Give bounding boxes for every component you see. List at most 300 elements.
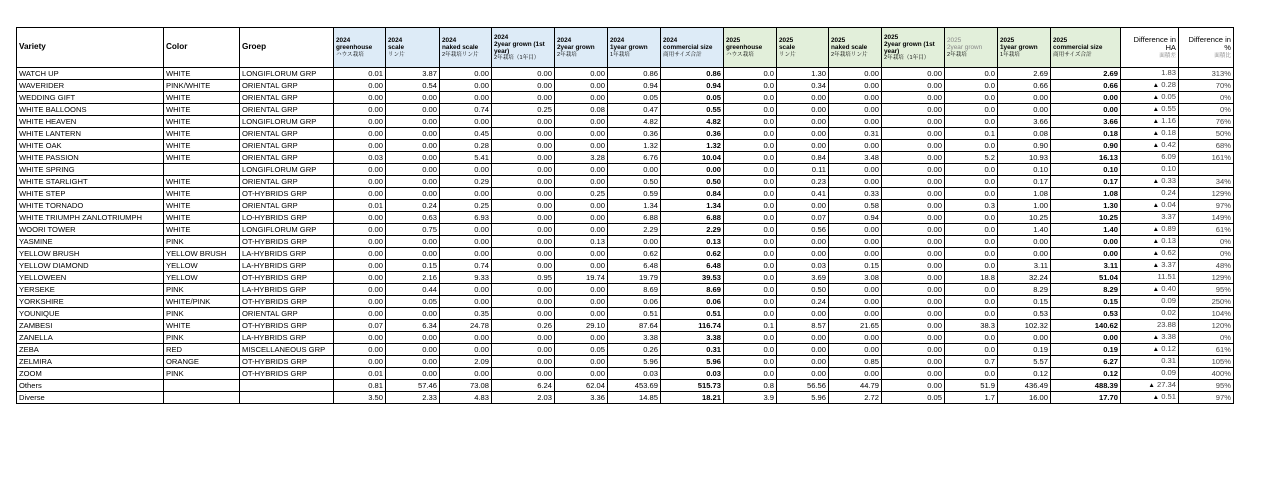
cell-2025-value[interactable]: 0.00 bbox=[882, 284, 945, 296]
table-row[interactable] bbox=[17, 176, 1234, 188]
cell-groep[interactable]: OT-HYBRIDS GRP bbox=[240, 320, 334, 332]
cell-2024-value[interactable]: 116.74 bbox=[661, 320, 724, 332]
cell-2024-value[interactable]: 3.36 bbox=[555, 392, 608, 404]
cell-2024-value[interactable]: 0.00 bbox=[492, 68, 555, 80]
cell-2025-value[interactable]: 0.00 bbox=[777, 104, 829, 116]
cell-2024-value[interactable]: 0.05 bbox=[386, 296, 440, 308]
cell-2025-value[interactable]: 0.8 bbox=[724, 380, 777, 392]
cell-2024-value[interactable]: 0.06 bbox=[608, 296, 661, 308]
cell-2024-value[interactable]: 0.00 bbox=[555, 200, 608, 212]
cell-diff-pct[interactable]: 34% bbox=[1179, 176, 1234, 188]
cell-2025-value[interactable]: 0.00 bbox=[777, 128, 829, 140]
cell-color[interactable]: WHITE bbox=[164, 176, 240, 188]
cell-2025-value[interactable]: 1.08 bbox=[1051, 188, 1121, 200]
table-row[interactable] bbox=[17, 380, 1234, 392]
cell-2025-value[interactable]: 0.00 bbox=[882, 200, 945, 212]
cell-variety[interactable]: WHITE SPRING bbox=[17, 164, 164, 176]
cell-2025-value[interactable]: 0.15 bbox=[829, 260, 882, 272]
cell-2024-value[interactable]: 0.00 bbox=[386, 368, 440, 380]
cell-2024-value[interactable]: 0.01 bbox=[334, 368, 386, 380]
cell-2025-value[interactable]: 0.0 bbox=[945, 176, 998, 188]
cell-diff-ha[interactable] bbox=[1121, 368, 1179, 380]
cell-groep[interactable]: LONGIFLORUM GRP bbox=[240, 164, 334, 176]
cell-2025-value[interactable]: 0.0 bbox=[724, 296, 777, 308]
cell-2025-value[interactable]: 0.0 bbox=[724, 92, 777, 104]
cell-2024-value[interactable]: 0.00 bbox=[386, 332, 440, 344]
cell-2025-value[interactable]: 0.0 bbox=[724, 152, 777, 164]
cell-variety[interactable]: YASMINE bbox=[17, 236, 164, 248]
cell-2025-value[interactable]: 0.0 bbox=[724, 212, 777, 224]
cell-2024-value[interactable]: 0.63 bbox=[386, 212, 440, 224]
cell-2024-value[interactable]: 0.26 bbox=[608, 344, 661, 356]
cell-2024-value[interactable]: 0.13 bbox=[555, 236, 608, 248]
cell-2024-value[interactable]: 0.00 bbox=[555, 308, 608, 320]
cell-color[interactable]: WHITE bbox=[164, 188, 240, 200]
table-row[interactable] bbox=[17, 68, 1234, 80]
cell-2024-value[interactable]: 0.29 bbox=[440, 176, 492, 188]
cell-2024-value[interactable]: 0.00 bbox=[386, 176, 440, 188]
cell-groep[interactable]: ORIENTAL GRP bbox=[240, 80, 334, 92]
cell-2024-value[interactable]: 4.82 bbox=[608, 116, 661, 128]
cell-2024-value[interactable]: 0.00 bbox=[661, 164, 724, 176]
cell-2025-value[interactable]: 0.17 bbox=[1051, 176, 1121, 188]
cell-2024-value[interactable]: 0.54 bbox=[386, 80, 440, 92]
cell-2024-value[interactable]: 0.00 bbox=[334, 212, 386, 224]
cell-2025-value[interactable]: 0.0 bbox=[945, 68, 998, 80]
cell-color[interactable]: PINK/WHITE bbox=[164, 80, 240, 92]
cell-2025-value[interactable]: 0.11 bbox=[777, 164, 829, 176]
cell-2025-value[interactable]: 0.00 bbox=[882, 236, 945, 248]
cell-2024-value[interactable]: 0.05 bbox=[661, 92, 724, 104]
cell-variety[interactable]: WATCH UP bbox=[17, 68, 164, 80]
cell-2025-value[interactable]: 0.00 bbox=[998, 332, 1051, 344]
cell-2024-value[interactable]: 0.00 bbox=[492, 368, 555, 380]
cell-diff-ha[interactable] bbox=[1121, 104, 1179, 116]
cell-2024-value[interactable]: 8.69 bbox=[661, 284, 724, 296]
cell-groep[interactable]: ORIENTAL GRP bbox=[240, 152, 334, 164]
cell-2024-value[interactable]: 0.00 bbox=[386, 188, 440, 200]
cell-2024-value[interactable]: 0.00 bbox=[386, 356, 440, 368]
cell-2025-value[interactable]: 0.00 bbox=[777, 116, 829, 128]
cell-2024-value[interactable]: 0.31 bbox=[661, 344, 724, 356]
cell-groep[interactable]: LO-HYBRIDS GRP bbox=[240, 212, 334, 224]
table-row[interactable] bbox=[17, 140, 1234, 152]
cell-groep[interactable] bbox=[240, 380, 334, 392]
cell-2024-value[interactable]: 0.00 bbox=[334, 296, 386, 308]
cell-2025-value[interactable]: 0.66 bbox=[998, 80, 1051, 92]
cell-groep[interactable]: ORIENTAL GRP bbox=[240, 128, 334, 140]
table-row[interactable] bbox=[17, 80, 1234, 92]
cell-2024-value[interactable]: 0.00 bbox=[492, 92, 555, 104]
cell-2024-value[interactable]: 0.00 bbox=[440, 284, 492, 296]
cell-2025-value[interactable]: 0.00 bbox=[882, 248, 945, 260]
cell-diff-ha[interactable] bbox=[1121, 80, 1179, 92]
cell-2024-value[interactable]: 0.00 bbox=[334, 92, 386, 104]
cell-2025-value[interactable]: 0.58 bbox=[829, 200, 882, 212]
cell-diff-ha[interactable] bbox=[1121, 176, 1179, 188]
cell-2025-value[interactable]: 0.00 bbox=[1051, 332, 1121, 344]
cell-2025-value[interactable]: 0.31 bbox=[829, 128, 882, 140]
cell-2025-value[interactable]: 0.0 bbox=[945, 284, 998, 296]
col-header-y2024-4[interactable] bbox=[555, 28, 608, 68]
cell-2025-value[interactable]: 3.69 bbox=[777, 272, 829, 284]
cell-2025-value[interactable]: 0.00 bbox=[1051, 236, 1121, 248]
table-row[interactable] bbox=[17, 392, 1234, 404]
cell-2025-value[interactable]: 0.00 bbox=[882, 308, 945, 320]
cell-2025-value[interactable]: 32.24 bbox=[998, 272, 1051, 284]
cell-2024-value[interactable]: 0.00 bbox=[440, 296, 492, 308]
cell-2025-value[interactable]: 0.0 bbox=[724, 80, 777, 92]
cell-2024-value[interactable]: 0.00 bbox=[440, 236, 492, 248]
cell-groep[interactable]: ORIENTAL GRP bbox=[240, 140, 334, 152]
table-row[interactable] bbox=[17, 248, 1234, 260]
cell-diff-pct[interactable]: 0% bbox=[1179, 104, 1234, 116]
cell-variety[interactable]: WHITE STEP bbox=[17, 188, 164, 200]
cell-color[interactable]: WHITE bbox=[164, 128, 240, 140]
cell-2024-value[interactable]: 0.36 bbox=[608, 128, 661, 140]
cell-diff-ha[interactable] bbox=[1121, 284, 1179, 296]
cell-2024-value[interactable]: 1.34 bbox=[608, 200, 661, 212]
cell-diff-pct[interactable]: 95% bbox=[1179, 380, 1234, 392]
cell-2024-value[interactable]: 0.00 bbox=[492, 200, 555, 212]
cell-2024-value[interactable]: 0.01 bbox=[334, 200, 386, 212]
cell-2025-value[interactable]: 0.90 bbox=[998, 140, 1051, 152]
cell-2024-value[interactable]: 0.00 bbox=[440, 332, 492, 344]
cell-groep[interactable]: OT-HYBRIDS GRP bbox=[240, 188, 334, 200]
cell-2025-value[interactable]: 0.00 bbox=[829, 80, 882, 92]
cell-2025-value[interactable]: 38.3 bbox=[945, 320, 998, 332]
cell-2025-value[interactable]: 0.17 bbox=[998, 176, 1051, 188]
cell-2024-value[interactable]: 4.82 bbox=[661, 116, 724, 128]
cell-2025-value[interactable]: 0.00 bbox=[777, 344, 829, 356]
cell-2024-value[interactable]: 0.03 bbox=[661, 368, 724, 380]
cell-diff-ha[interactable] bbox=[1121, 164, 1179, 176]
cell-2024-value[interactable]: 0.00 bbox=[440, 92, 492, 104]
cell-2025-value[interactable]: 18.8 bbox=[945, 272, 998, 284]
table-row[interactable] bbox=[17, 200, 1234, 212]
cell-2025-value[interactable]: 56.56 bbox=[777, 380, 829, 392]
cell-2024-value[interactable]: 0.00 bbox=[492, 332, 555, 344]
cell-2024-value[interactable]: 24.78 bbox=[440, 320, 492, 332]
cell-variety[interactable]: WHITE PASSION bbox=[17, 152, 164, 164]
cell-2024-value[interactable]: 0.01 bbox=[334, 68, 386, 80]
cell-2024-value[interactable]: 0.25 bbox=[555, 188, 608, 200]
col-header-color[interactable]: Color bbox=[164, 28, 240, 68]
cell-variety[interactable]: Others bbox=[17, 380, 164, 392]
cell-color[interactable]: WHITE bbox=[164, 92, 240, 104]
cell-2024-value[interactable]: 8.69 bbox=[608, 284, 661, 296]
cell-color[interactable]: ORANGE bbox=[164, 356, 240, 368]
table-row[interactable] bbox=[17, 296, 1234, 308]
cell-2024-value[interactable]: 0.00 bbox=[608, 236, 661, 248]
cell-diff-pct[interactable]: 97% bbox=[1179, 392, 1234, 404]
cell-2024-value[interactable]: 0.00 bbox=[386, 104, 440, 116]
cell-2025-value[interactable]: 0.0 bbox=[945, 344, 998, 356]
cell-2024-value[interactable]: 0.45 bbox=[440, 128, 492, 140]
cell-2025-value[interactable]: 0.0 bbox=[945, 236, 998, 248]
cell-diff-pct[interactable]: 68% bbox=[1179, 140, 1234, 152]
cell-2024-value[interactable]: 0.00 bbox=[608, 164, 661, 176]
cell-2024-value[interactable]: 0.00 bbox=[555, 248, 608, 260]
cell-2024-value[interactable]: 0.00 bbox=[440, 80, 492, 92]
cell-2025-value[interactable]: 102.32 bbox=[998, 320, 1051, 332]
cell-color[interactable]: WHITE bbox=[164, 140, 240, 152]
cell-2025-value[interactable]: 0.05 bbox=[882, 392, 945, 404]
cell-2025-value[interactable]: 0.0 bbox=[945, 140, 998, 152]
cell-2025-value[interactable]: 1.00 bbox=[998, 200, 1051, 212]
cell-variety[interactable]: WHITE STARLIGHT bbox=[17, 176, 164, 188]
cell-2025-value[interactable]: 0.00 bbox=[829, 116, 882, 128]
cell-2024-value[interactable]: 19.79 bbox=[608, 272, 661, 284]
cell-diff-ha[interactable] bbox=[1121, 356, 1179, 368]
table-row[interactable] bbox=[17, 188, 1234, 200]
cell-2024-value[interactable]: 0.00 bbox=[492, 308, 555, 320]
cell-variety[interactable]: Diverse bbox=[17, 392, 164, 404]
cell-2024-value[interactable]: 0.00 bbox=[492, 176, 555, 188]
cell-2025-value[interactable]: 0.0 bbox=[724, 248, 777, 260]
cell-2025-value[interactable]: 0.00 bbox=[829, 164, 882, 176]
col-header-y2025-5[interactable] bbox=[998, 28, 1051, 68]
cell-2025-value[interactable]: 0.0 bbox=[945, 308, 998, 320]
cell-2024-value[interactable]: 2.03 bbox=[492, 392, 555, 404]
cell-2024-value[interactable]: 0.00 bbox=[440, 68, 492, 80]
col-header-y2025-3[interactable] bbox=[882, 28, 945, 68]
cell-groep[interactable]: ORIENTAL GRP bbox=[240, 308, 334, 320]
cell-2024-value[interactable]: 0.00 bbox=[334, 332, 386, 344]
cell-2025-value[interactable]: 0.34 bbox=[777, 80, 829, 92]
table-row[interactable] bbox=[17, 332, 1234, 344]
cell-diff-pct[interactable]: 149% bbox=[1179, 212, 1234, 224]
cell-variety[interactable]: WHITE HEAVEN bbox=[17, 116, 164, 128]
cell-2025-value[interactable]: 0.00 bbox=[829, 308, 882, 320]
table-row[interactable] bbox=[17, 272, 1234, 284]
cell-2025-value[interactable]: 16.13 bbox=[1051, 152, 1121, 164]
cell-2024-value[interactable]: 29.10 bbox=[555, 320, 608, 332]
cell-2025-value[interactable]: 5.96 bbox=[777, 392, 829, 404]
cell-groep[interactable] bbox=[240, 392, 334, 404]
cell-color[interactable] bbox=[164, 392, 240, 404]
cell-2024-value[interactable]: 0.00 bbox=[334, 188, 386, 200]
cell-color[interactable]: YELLOW bbox=[164, 260, 240, 272]
cell-variety[interactable]: ZAMBESI bbox=[17, 320, 164, 332]
cell-2025-value[interactable]: 0.00 bbox=[882, 116, 945, 128]
cell-diff-pct[interactable]: 76% bbox=[1179, 116, 1234, 128]
cell-2025-value[interactable]: 0.0 bbox=[945, 332, 998, 344]
cell-2024-value[interactable]: 0.86 bbox=[661, 68, 724, 80]
cell-diff-pct[interactable]: 161% bbox=[1179, 152, 1234, 164]
cell-2024-value[interactable]: 0.08 bbox=[555, 104, 608, 116]
cell-2024-value[interactable]: 0.25 bbox=[440, 200, 492, 212]
cell-2025-value[interactable]: 0.00 bbox=[829, 344, 882, 356]
cell-2025-value[interactable]: 0.00 bbox=[882, 332, 945, 344]
cell-2024-value[interactable]: 0.50 bbox=[661, 176, 724, 188]
cell-2024-value[interactable]: 5.41 bbox=[440, 152, 492, 164]
cell-diff-pct[interactable]: 0% bbox=[1179, 332, 1234, 344]
cell-color[interactable]: WHITE bbox=[164, 200, 240, 212]
cell-2025-value[interactable]: 0.00 bbox=[882, 320, 945, 332]
cell-2025-value[interactable]: 0.0 bbox=[945, 224, 998, 236]
cell-2024-value[interactable]: 0.00 bbox=[555, 68, 608, 80]
col-header-y2024-3[interactable] bbox=[492, 28, 555, 68]
cell-2024-value[interactable]: 0.00 bbox=[555, 176, 608, 188]
cell-2024-value[interactable]: 0.00 bbox=[386, 116, 440, 128]
cell-2025-value[interactable]: 0.3 bbox=[945, 200, 998, 212]
cell-2024-value[interactable]: 3.87 bbox=[386, 68, 440, 80]
cell-2025-value[interactable]: 0.00 bbox=[882, 380, 945, 392]
cell-2025-value[interactable]: 436.49 bbox=[998, 380, 1051, 392]
cell-2024-value[interactable]: 0.07 bbox=[334, 320, 386, 332]
cell-2025-value[interactable]: 0.0 bbox=[724, 164, 777, 176]
cell-2025-value[interactable]: 1.40 bbox=[1051, 224, 1121, 236]
cell-variety[interactable]: ZANELLA bbox=[17, 332, 164, 344]
cell-2024-value[interactable]: 0.00 bbox=[334, 176, 386, 188]
cell-variety[interactable]: YELLOW DIAMOND bbox=[17, 260, 164, 272]
cell-2024-value[interactable]: 2.33 bbox=[386, 392, 440, 404]
cell-diff-ha[interactable] bbox=[1121, 392, 1179, 404]
cell-2024-value[interactable]: 0.35 bbox=[440, 308, 492, 320]
cell-2025-value[interactable]: 10.93 bbox=[998, 152, 1051, 164]
col-header-y2025-0[interactable] bbox=[724, 28, 777, 68]
cell-2024-value[interactable]: 0.00 bbox=[440, 248, 492, 260]
cell-2025-value[interactable]: 0.19 bbox=[1051, 344, 1121, 356]
col-header-y2024-1[interactable] bbox=[386, 28, 440, 68]
cell-2025-value[interactable]: 3.9 bbox=[724, 392, 777, 404]
cell-2025-value[interactable]: 0.12 bbox=[998, 368, 1051, 380]
cell-2024-value[interactable]: 0.00 bbox=[492, 284, 555, 296]
cell-color[interactable]: PINK bbox=[164, 368, 240, 380]
cell-2024-value[interactable]: 0.00 bbox=[492, 188, 555, 200]
cell-diff-ha[interactable] bbox=[1121, 200, 1179, 212]
cell-2024-value[interactable]: 0.00 bbox=[334, 356, 386, 368]
cell-2024-value[interactable]: 1.32 bbox=[608, 140, 661, 152]
cell-2025-value[interactable]: 8.29 bbox=[998, 284, 1051, 296]
cell-2024-value[interactable]: 0.25 bbox=[492, 104, 555, 116]
cell-2024-value[interactable]: 0.36 bbox=[661, 128, 724, 140]
cell-2024-value[interactable]: 5.96 bbox=[608, 356, 661, 368]
table-row[interactable] bbox=[17, 284, 1234, 296]
cell-2025-value[interactable]: 0.07 bbox=[777, 212, 829, 224]
col-header-y2025-2[interactable] bbox=[829, 28, 882, 68]
cell-2025-value[interactable]: 1.40 bbox=[998, 224, 1051, 236]
cell-groep[interactable]: OT-HYBRIDS GRP bbox=[240, 356, 334, 368]
cell-color[interactable]: WHITE bbox=[164, 104, 240, 116]
cell-variety[interactable]: WAVERIDER bbox=[17, 80, 164, 92]
cell-2025-value[interactable]: 0.0 bbox=[724, 344, 777, 356]
cell-2025-value[interactable]: 0.50 bbox=[777, 284, 829, 296]
cell-2025-value[interactable]: 0.56 bbox=[777, 224, 829, 236]
cell-2025-value[interactable]: 10.25 bbox=[998, 212, 1051, 224]
col-header-y2024-2[interactable] bbox=[440, 28, 492, 68]
cell-2025-value[interactable]: 0.0 bbox=[945, 212, 998, 224]
cell-2025-value[interactable]: 0.0 bbox=[724, 116, 777, 128]
cell-2025-value[interactable]: 0.0 bbox=[724, 260, 777, 272]
cell-2024-value[interactable]: 0.00 bbox=[492, 236, 555, 248]
cell-2024-value[interactable]: 3.38 bbox=[661, 332, 724, 344]
table-row[interactable] bbox=[17, 92, 1234, 104]
cell-variety[interactable]: WHITE TORNADO bbox=[17, 200, 164, 212]
cell-2024-value[interactable]: 0.00 bbox=[334, 128, 386, 140]
cell-groep[interactable]: OT-HYBRIDS GRP bbox=[240, 272, 334, 284]
cell-2024-value[interactable]: 0.00 bbox=[334, 164, 386, 176]
cell-2024-value[interactable]: 0.00 bbox=[492, 128, 555, 140]
cell-2024-value[interactable]: 5.96 bbox=[661, 356, 724, 368]
cell-2024-value[interactable]: 0.00 bbox=[440, 188, 492, 200]
cell-2025-value[interactable]: 0.00 bbox=[882, 356, 945, 368]
cell-2024-value[interactable]: 0.00 bbox=[555, 116, 608, 128]
cell-2025-value[interactable]: 0.85 bbox=[829, 356, 882, 368]
cell-2024-value[interactable]: 0.00 bbox=[440, 368, 492, 380]
cell-variety[interactable]: YELLOWEEN bbox=[17, 272, 164, 284]
cell-diff-ha[interactable] bbox=[1121, 140, 1179, 152]
cell-2025-value[interactable]: 0.84 bbox=[777, 152, 829, 164]
cell-2025-value[interactable]: 1.7 bbox=[945, 392, 998, 404]
cell-2025-value[interactable]: 0.00 bbox=[829, 140, 882, 152]
table-row[interactable] bbox=[17, 320, 1234, 332]
cell-groep[interactable]: ORIENTAL GRP bbox=[240, 104, 334, 116]
cell-variety[interactable]: ZEBA bbox=[17, 344, 164, 356]
cell-2025-value[interactable]: 0.08 bbox=[998, 128, 1051, 140]
cell-2025-value[interactable]: 0.15 bbox=[1051, 296, 1121, 308]
cell-diff-pct[interactable]: 105% bbox=[1179, 356, 1234, 368]
cell-2025-value[interactable]: 51.9 bbox=[945, 380, 998, 392]
cell-2024-value[interactable]: 0.55 bbox=[661, 104, 724, 116]
cell-color[interactable]: YELLOW bbox=[164, 272, 240, 284]
cell-2025-value[interactable]: 0.94 bbox=[829, 212, 882, 224]
cell-2025-value[interactable]: 2.69 bbox=[1051, 68, 1121, 80]
cell-2025-value[interactable]: 0.00 bbox=[777, 248, 829, 260]
cell-2024-value[interactable]: 6.48 bbox=[661, 260, 724, 272]
cell-2025-value[interactable]: 0.00 bbox=[998, 92, 1051, 104]
cell-2025-value[interactable]: 0.0 bbox=[945, 248, 998, 260]
cell-2025-value[interactable]: 51.04 bbox=[1051, 272, 1121, 284]
cell-2024-value[interactable]: 0.05 bbox=[608, 92, 661, 104]
cell-2024-value[interactable]: 2.29 bbox=[608, 224, 661, 236]
cell-2025-value[interactable]: 10.25 bbox=[1051, 212, 1121, 224]
cell-2024-value[interactable]: 0.94 bbox=[608, 80, 661, 92]
cell-2024-value[interactable]: 6.76 bbox=[608, 152, 661, 164]
col-header-y2025-4[interactable] bbox=[945, 28, 998, 68]
cell-2024-value[interactable]: 0.00 bbox=[386, 236, 440, 248]
cell-2025-value[interactable]: 0.0 bbox=[945, 80, 998, 92]
cell-2025-value[interactable]: 17.70 bbox=[1051, 392, 1121, 404]
cell-2025-value[interactable]: 0.0 bbox=[724, 104, 777, 116]
cell-2025-value[interactable]: 0.00 bbox=[829, 236, 882, 248]
cell-2024-value[interactable]: 0.13 bbox=[661, 236, 724, 248]
cell-2025-value[interactable]: 0.03 bbox=[777, 260, 829, 272]
col-header-y2024-0[interactable] bbox=[334, 28, 386, 68]
cell-2024-value[interactable]: 0.00 bbox=[334, 308, 386, 320]
cell-diff-ha[interactable] bbox=[1121, 380, 1179, 392]
cell-2024-value[interactable]: 0.00 bbox=[334, 116, 386, 128]
cell-diff-ha[interactable] bbox=[1121, 272, 1179, 284]
cell-2024-value[interactable]: 0.00 bbox=[386, 140, 440, 152]
cell-2024-value[interactable]: 0.00 bbox=[334, 80, 386, 92]
cell-2024-value[interactable]: 10.04 bbox=[661, 152, 724, 164]
cell-2025-value[interactable]: 1.30 bbox=[1051, 200, 1121, 212]
cell-groep[interactable]: LA-HYBRIDS GRP bbox=[240, 248, 334, 260]
col-header-diff-pct[interactable] bbox=[1179, 28, 1234, 68]
cell-2024-value[interactable]: 3.50 bbox=[334, 392, 386, 404]
cell-2025-value[interactable]: 0.53 bbox=[1051, 308, 1121, 320]
cell-2025-value[interactable]: 0.00 bbox=[777, 356, 829, 368]
cell-2024-value[interactable]: 87.64 bbox=[608, 320, 661, 332]
cell-color[interactable]: WHITE bbox=[164, 224, 240, 236]
cell-diff-ha[interactable] bbox=[1121, 296, 1179, 308]
cell-diff-pct[interactable]: 61% bbox=[1179, 224, 1234, 236]
cell-2025-value[interactable]: 0.00 bbox=[882, 344, 945, 356]
cell-2024-value[interactable]: 0.00 bbox=[555, 332, 608, 344]
cell-2024-value[interactable]: 3.28 bbox=[555, 152, 608, 164]
